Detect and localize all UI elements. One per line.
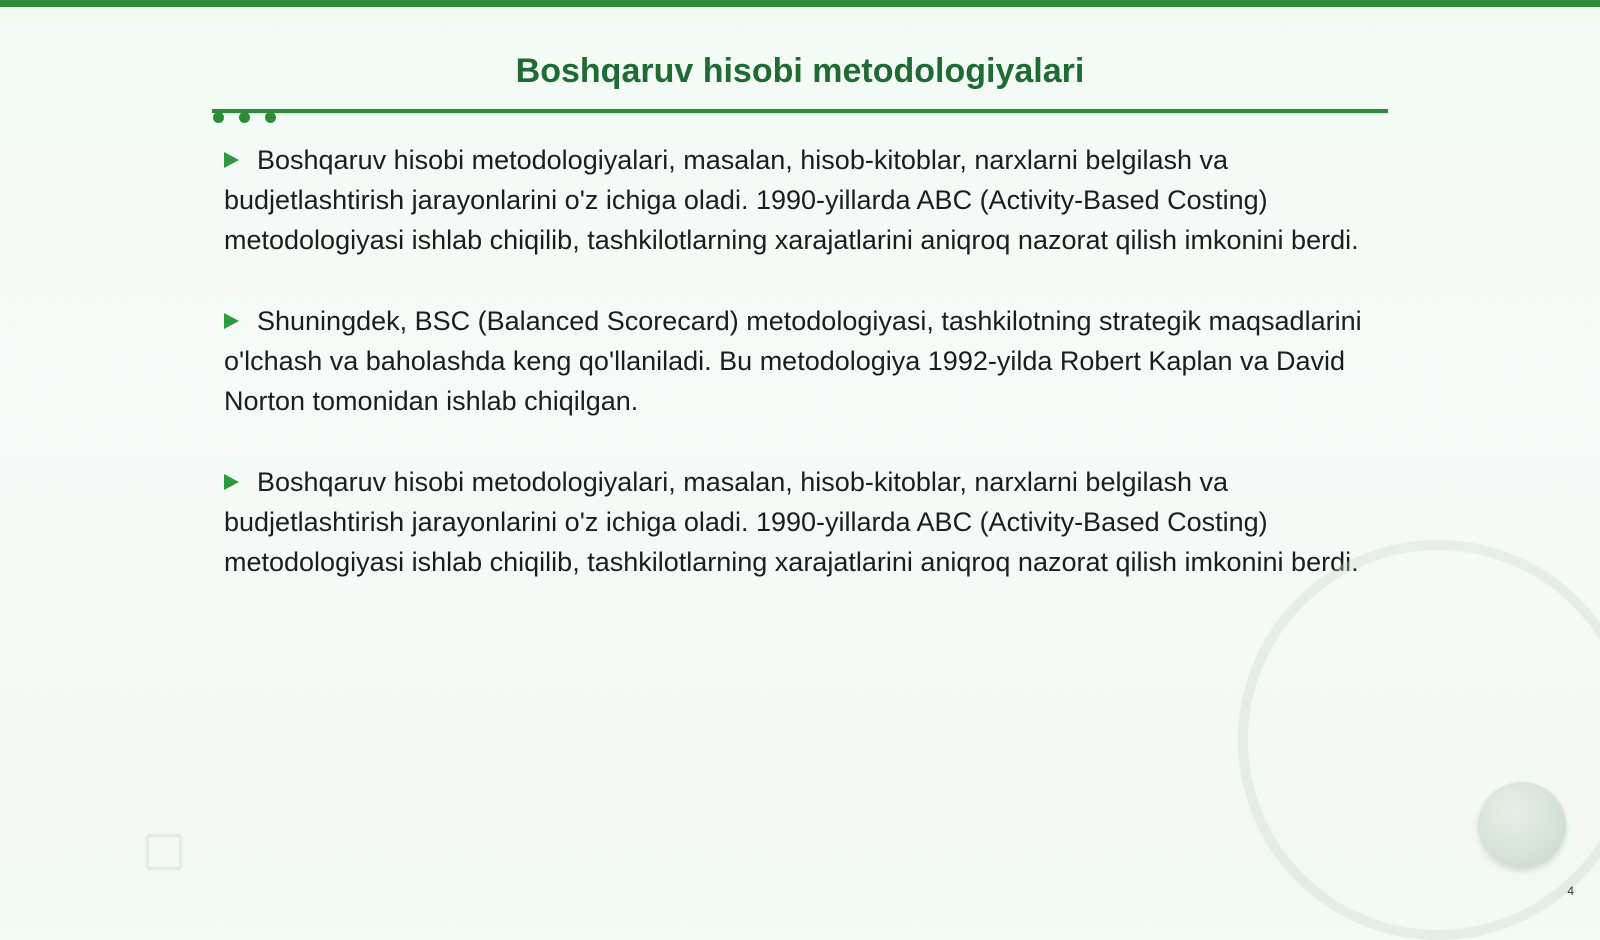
bullet-list (224, 140, 1374, 623)
bullet-item (224, 140, 1374, 260)
triangle-right-icon (224, 474, 239, 490)
triangle-right-icon (224, 313, 239, 329)
bullet-item (224, 462, 1374, 582)
triangle-right-icon (224, 152, 239, 168)
title-underline (212, 109, 1388, 113)
rule-dot (213, 112, 224, 123)
rule-dot (239, 112, 250, 123)
page-number: 4 (1567, 884, 1574, 898)
top-accent-bar (0, 0, 1600, 7)
bullet-text: Boshqaruv hisobi metodologiyalari, masalan, hisob-kitoblar, narxlarni belgilash va budjetlashtirish jarayonlarini o'z ichiga oladi. 1990-yillarda ABC (Activity-Based Costing) metodologiyasi ishlab chiqilib, tashkilotlarning xarajatlarini aniqroq nazorat qilish imkonini berdi. (224, 467, 1359, 577)
bullet-text: Shuningdek, BSC (Balanced Scorecard) metodologiyasi, tashkilotning strategik maqsadlarini o'lchash va baholashda keng qo'llaniladi. Bu metodologiya 1992-yilda Robert Kaplan va David Norton tomonidan ishlab chiqilgan. (224, 306, 1362, 416)
bullet-item (224, 301, 1374, 421)
slide-title: Boshqaruv hisobi metodologiyalari (515, 52, 1085, 90)
bullet-text: Boshqaruv hisobi metodologiyalari, masalan, hisob-kitoblar, narxlarni belgilash va budjetlashtirish jarayonlarini o'z ichiga oladi. 1990-yillarda ABC (Activity-Based Costing) metodologiyasi ishlab chiqilib, tashkilotlarning xarajatlarini aniqroq nazorat qilish imkonini berdi. (224, 145, 1359, 255)
decorative-square (146, 834, 182, 870)
decorative-circle (1478, 782, 1566, 868)
rule-dot (265, 112, 276, 123)
